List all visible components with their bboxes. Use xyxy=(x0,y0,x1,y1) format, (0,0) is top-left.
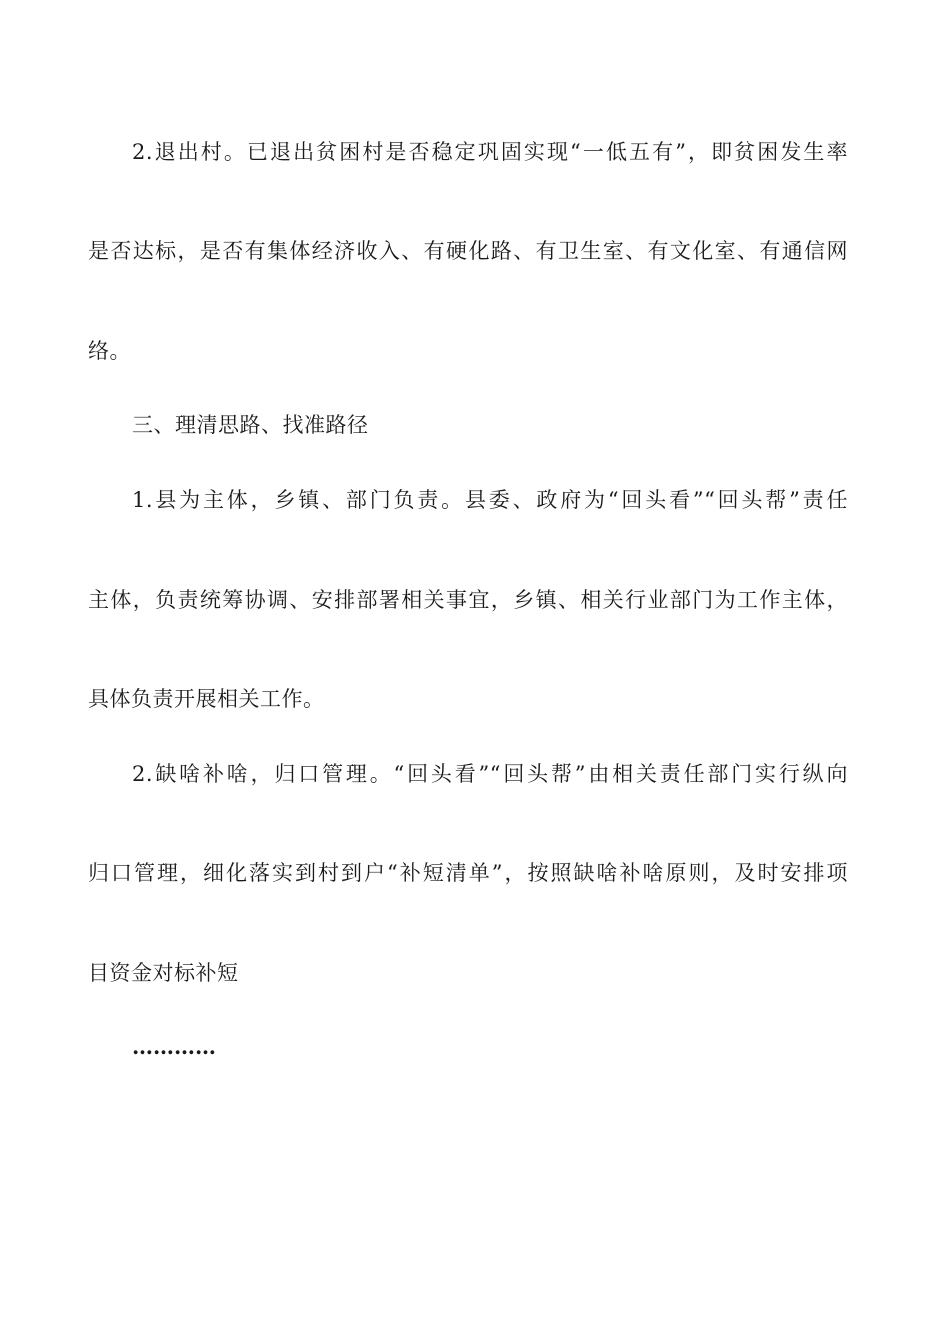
paragraph-fill-gaps-line-2: 归口管理，细化落实到村到户“补短清单”，按照缺啥补啥原则，及时安排项 xyxy=(88,861,848,885)
paragraph-fill-gaps-line-1: 2.缺啥补啥，归口管理。“回头看”“回头帮”由相关责任部门实行纵向 xyxy=(132,762,848,786)
continuation-ellipsis: ………… xyxy=(132,1034,216,1059)
paragraph-fill-gaps-line-3: 目资金对标补短 xyxy=(88,961,239,985)
paragraph-exit-village-line-3: 络。 xyxy=(88,339,131,363)
paragraph-county-main-line-1: 1.县为主体，乡镇、部门负责。县委、政府为“回头看”“回头帮”责任 xyxy=(132,488,848,512)
section-heading-three: 三、理清思路、找准路径 xyxy=(132,413,369,437)
paragraph-exit-village-line-2: 是否达标，是否有集体经济收入、有硬化路、有卫生室、有文化室、有通信网 xyxy=(88,239,848,263)
paragraph-county-main-line-2: 主体，负责统筹协调、安排部署相关事宜，乡镇、相关行业部门为工作主体， xyxy=(88,588,848,612)
paragraph-exit-village-line-1: 2.退出村。已退出贫困村是否稳定巩固实现“一低五有”，即贫困发生率 xyxy=(132,140,848,164)
paragraph-county-main-line-3: 具体负责开展相关工作。 xyxy=(88,687,325,711)
